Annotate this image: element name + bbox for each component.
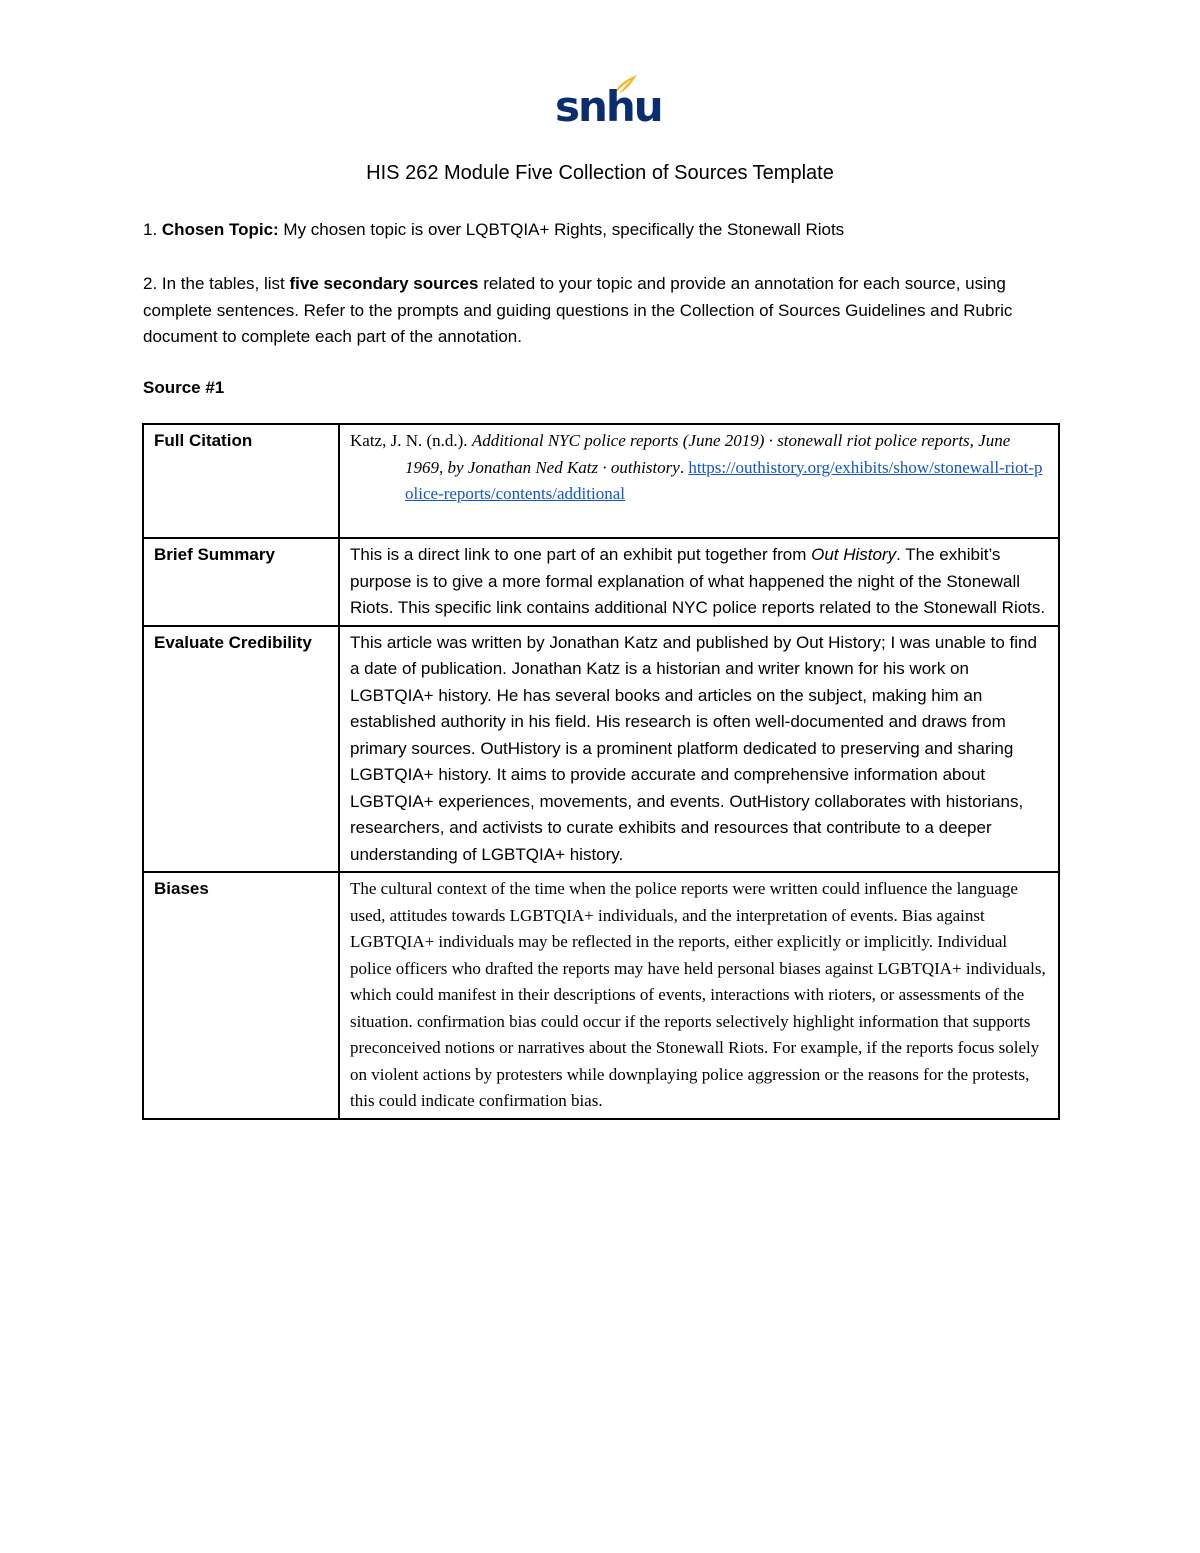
full-citation-label: Full Citation	[143, 424, 339, 538]
full-citation-cell	[339, 424, 1059, 538]
evaluate-credibility-label: Evaluate Credibility	[143, 626, 339, 873]
citation-period: .	[679, 457, 685, 477]
table-row	[143, 626, 1059, 873]
biases-text: The cultural context of the time when the police reports were written could influence the language used, attitudes towards LGBTQIA+ individuals, and the interpretation of events. Bias against LGBTQIA+ individuals may be reflected in the reports, either explicitly or implicitly. Individual police officers who drafted the reports may have held personal biases against LGBTQIA+ individuals, which could manifest in their descriptions of events, interactions with rioters, or assessments of the situation. confirmation bias could occur if the reports selectively highlight information that supports preconceived notions or narratives about the Stonewall Riots. For example, if the reports focus solely on violent actions by protesters while downplaying police aggression or the reasons for the protests, this could indicate confirmation bias.	[339, 872, 1059, 1119]
instructions-pre: In the tables, list	[161, 274, 290, 293]
snhu-logo	[555, 74, 662, 132]
citation	[350, 428, 1050, 508]
citation-author-date: Katz, J. N. (n.d.).	[350, 431, 472, 450]
source-heading: Source #1	[143, 378, 225, 397]
citation-title: Additional NYC police reports (June 2019) · stonewall riot police reports, June 1969, by Jonathan Ned Katz · outhistory	[405, 431, 1011, 477]
citation-url-link[interactable]: https://outhistory.org/exhibits/show/stonewall-riot-police-reports/contents/additional	[405, 457, 1043, 503]
source-table	[142, 423, 1060, 1120]
table-row	[143, 872, 1059, 1119]
instructions-post: related to your topic and provide an annotation for each source, using complete sentences. Refer to the prompts and guiding questions in the Collection of Sources Guidelines and Rubric document to complete each part of the annotation.	[143, 274, 1013, 346]
page-title: HIS 262 Module Five Collection of Sources Template	[366, 162, 834, 184]
table-row	[143, 538, 1059, 626]
summary-post: . The exhibit’s purpose is to give a more formal explanation of what happened the night of the Stonewall Riots. This specific link contains additional NYC police reports related to the Stonewall Riots.	[350, 545, 1046, 617]
topic-label: Chosen Topic:	[161, 220, 279, 239]
evaluate-credibility-text: This article was written by Jonathan Katz and published by Out History; I was unable to find a date of publication. Jonathan Katz is a historian and writer known for his work on LGBTQIA+ history. He has several books and articles on the subject, making him an established authority in his field. His research is often well-documented and draws from primary sources. OutHistory is a prominent platform dedicated to preserving and sharing LGBTQIA+ history. It aims to provide accurate and comprehensive information about LGBTQIA+ experiences, movements, and events. OutHistory collaborates with historians, researchers, and activists to curate exhibits and resources that contribute to a deeper understanding of LGBTQIA+ history.	[339, 626, 1059, 873]
instructions-bold: five secondary sources	[289, 274, 479, 293]
topic-number: 1.	[143, 220, 162, 239]
table-row	[143, 424, 1059, 538]
brief-summary-label: Brief Summary	[143, 538, 339, 626]
chosen-topic	[143, 217, 1063, 244]
brief-summary-cell	[339, 538, 1059, 626]
summary-italic: Out History	[811, 545, 897, 564]
topic-text: My chosen topic is over LQBTQIA+ Rights, specifically the Stonewall Riots	[278, 220, 845, 239]
biases-label: Biases	[143, 872, 339, 1119]
summary-pre: This is a direct link to one part of an exhibit put together from	[350, 545, 812, 564]
instructions	[143, 271, 1063, 351]
logo-text: snhu	[555, 82, 662, 131]
instructions-number: 2.	[143, 274, 162, 293]
